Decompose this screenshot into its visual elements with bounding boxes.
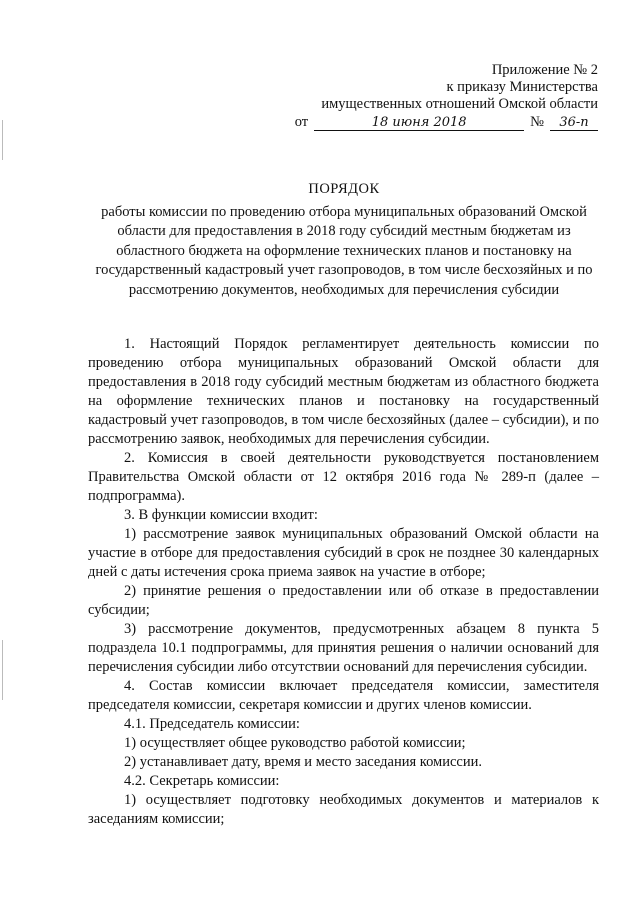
scan-edge-mark bbox=[2, 640, 3, 700]
paragraph-4-2: 4.2. Секретарь комиссии: bbox=[124, 773, 280, 789]
paragraph-4-1-item-2: 2) устанавливает дату, время и место заседания комиссии. bbox=[124, 754, 483, 770]
paragraph-1: 1. Настоящий Порядок регламентирует деятельность комиссии по проведению отбора муниципальных образований Омской области для предоставления в 2018 году субсидий местным бюджетам из областного бюджета на оформление технических планов и постановку на государственный кадастровый учет газопроводов, в том числе бесхозяйных (далее – субсидии), и по рассмотрению заявок, необходимых для перечисления субсидии. bbox=[88, 336, 599, 447]
number-label: № bbox=[530, 114, 544, 130]
appendix-header bbox=[295, 62, 598, 131]
title-subtitle: работы комиссии по проведению отбора муниципальных образований Омской области для предоставления в 2018 году субсидий местным бюджетам из областного бюджета на оформление технических планов и постановку на государственный кадастровый учет газопроводов, в том числе бесхозяйных и по рассмотрению документов, необходимых для перечисления субсидии bbox=[95, 203, 593, 298]
appendix-number: Приложение № 2 bbox=[491, 62, 598, 78]
ministry-name: имущественных отношений Омской области bbox=[321, 96, 598, 112]
order-date-line bbox=[295, 114, 598, 131]
from-label: от bbox=[294, 114, 309, 130]
paragraph-4-1: 4.1. Председатель комиссии: bbox=[124, 716, 300, 732]
paragraph-3-item-1: 1) рассмотрение заявок муниципальных образований Омской области на участие в отборе для предоставления субсидий в срок не позднее 30 календарных дней с даты истечения срока приема заявок на участие в отборе; bbox=[88, 526, 599, 580]
document-body bbox=[88, 335, 599, 829]
paragraph-3-item-3: 3) рассмотрение документов, предусмотренных абзацем 8 пункта 5 подраздела 10.1 подпрограммы, для принятия решения о наличии оснований для перечисления субсидии либо отсутствии оснований для перечисления субсидии. bbox=[88, 621, 599, 675]
document-title bbox=[90, 180, 598, 301]
paragraph-4-1-item-1: 1) осуществляет общее руководство работой комиссии; bbox=[124, 735, 466, 751]
paragraph-2: 2. Комиссия в своей деятельности руководствуется постановлением Правительства Омской области от 12 октября 2016 года № 289-п (далее – подпрограмма). bbox=[88, 450, 599, 504]
paragraph-4-2-item-1: 1) осуществляет подготовку необходимых документов и материалов к заседаниям комиссии; bbox=[88, 792, 599, 827]
paragraph-4: 4. Состав комиссии включает председателя комиссии, заместителя председателя комиссии, секретаря комиссии и других членов комиссии. bbox=[88, 678, 599, 713]
scan-edge-mark bbox=[2, 120, 3, 160]
handwritten-date: 18 июня 2018 bbox=[314, 116, 524, 131]
order-reference: к приказу Министерства bbox=[446, 79, 598, 95]
paragraph-3: 3. В функции комиссии входит: bbox=[124, 507, 318, 523]
paragraph-3-item-2: 2) принятие решения о предоставлении или об отказе в предоставлении субсидии; bbox=[88, 583, 599, 618]
title-heading: ПОРЯДОК bbox=[308, 181, 380, 197]
handwritten-number: 36-п bbox=[550, 116, 598, 131]
